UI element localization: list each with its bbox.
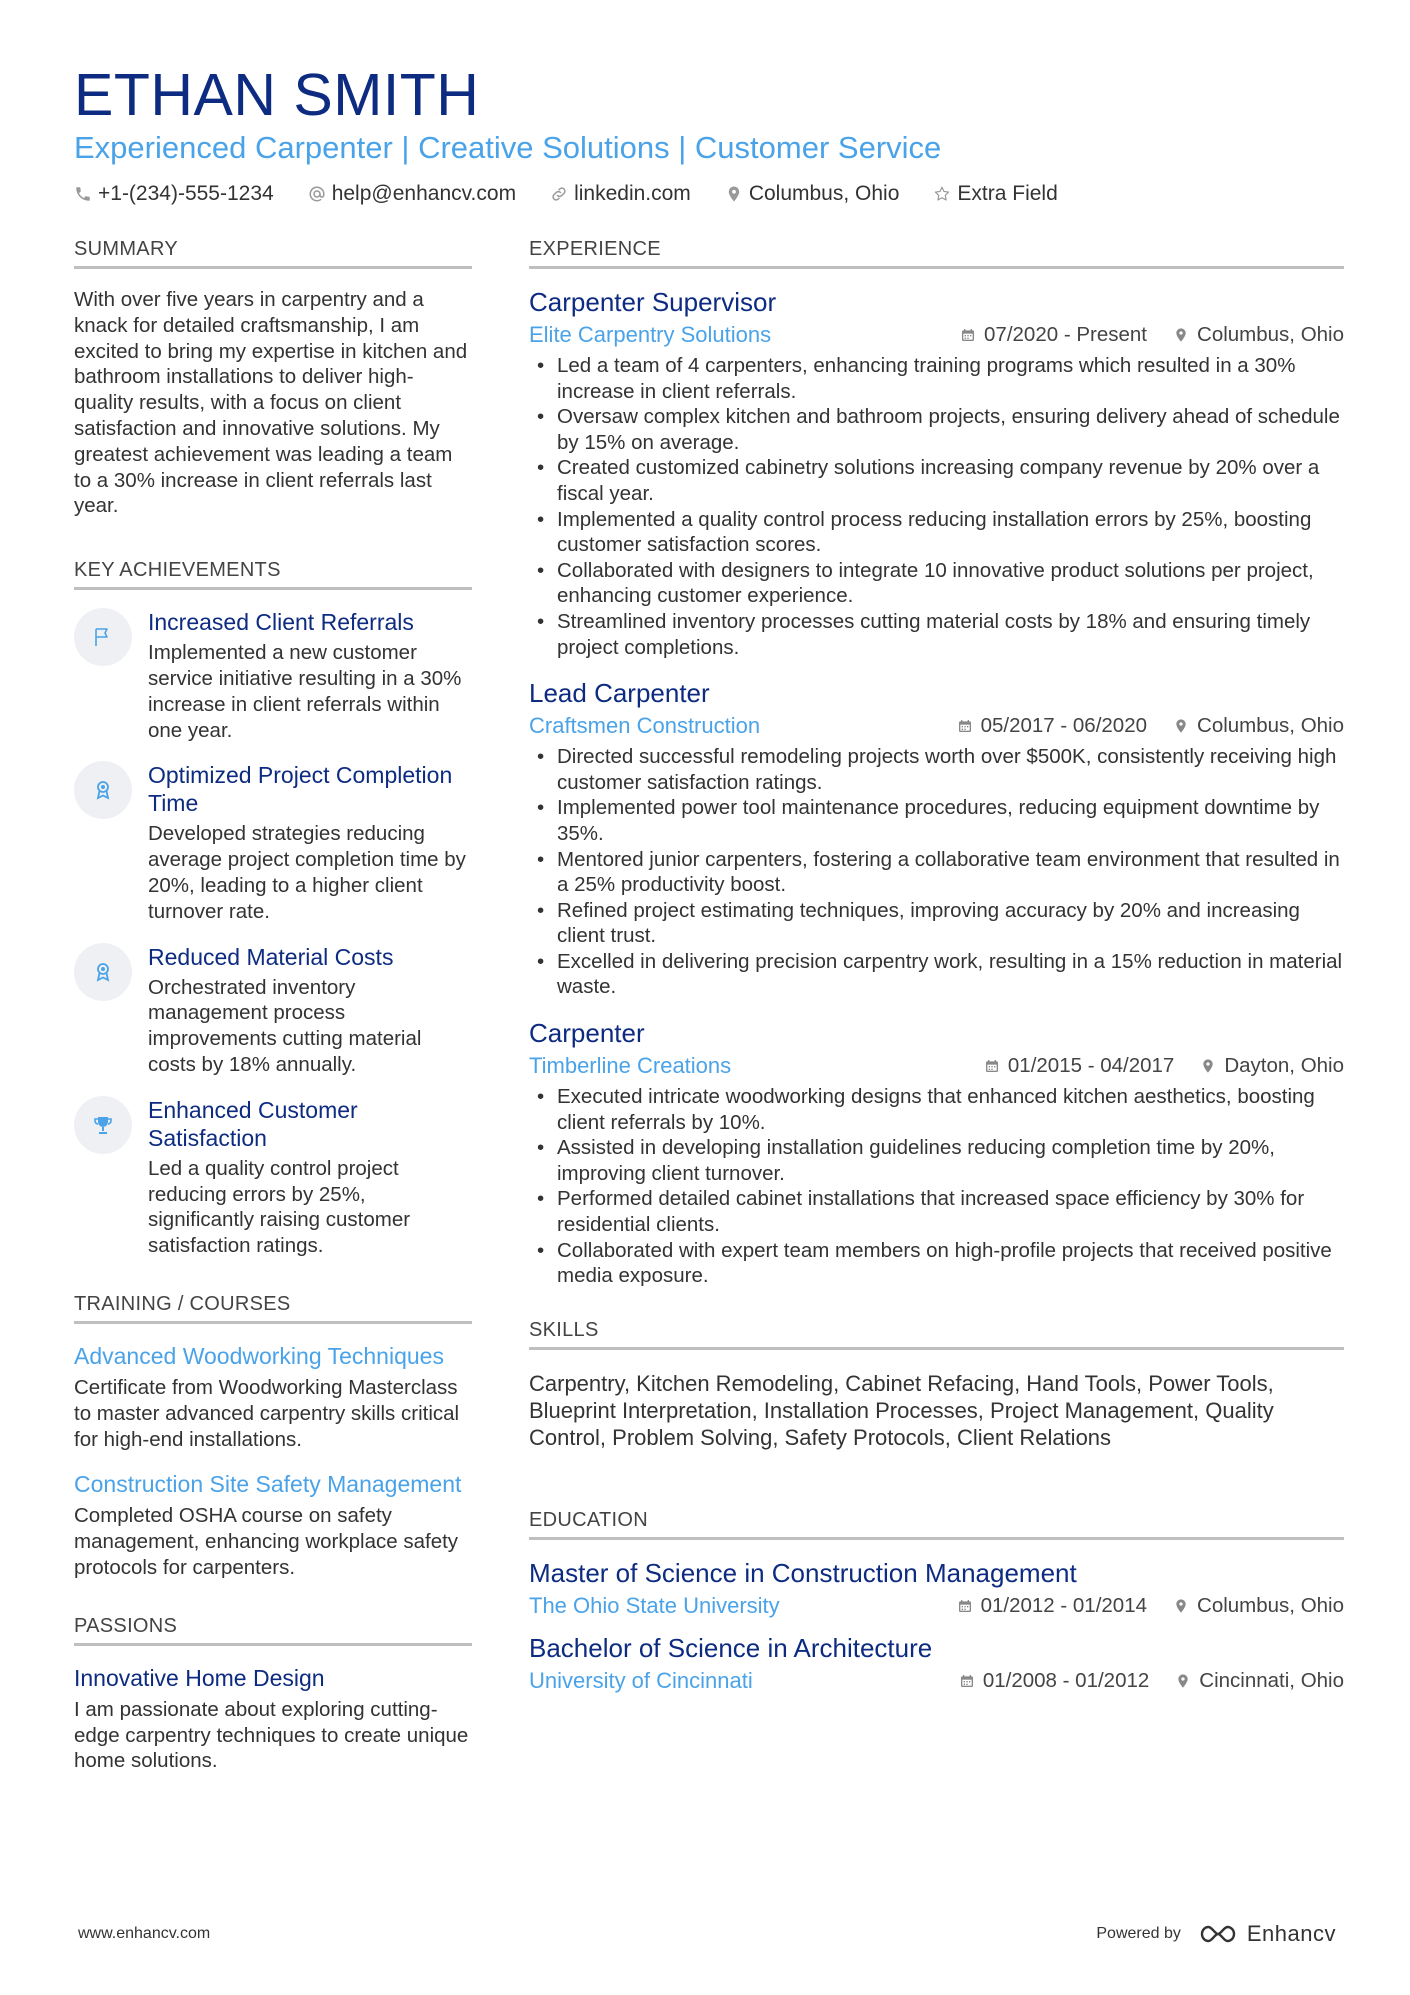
education-entry <box>529 1631 1344 1696</box>
bullet: • Led a team of 4 carpenters, enhancing training programs which resulted in a 30% increase in client referrals. <box>529 353 1344 404</box>
brand-logo[interactable] <box>1199 1921 1336 1947</box>
section-title-summary: SUMMARY <box>74 238 472 269</box>
achievement-icon-wrap <box>74 761 132 819</box>
job-dates <box>960 323 1147 347</box>
degree-title: Bachelor of Science in Architecture <box>529 1632 933 1663</box>
job-title: Lead Carpenter <box>529 678 710 709</box>
link-icon <box>550 185 568 203</box>
powered-by-label: Powered by <box>1096 1925 1181 1942</box>
bullet: • Directed successful remodeling projects worth over $500K, consistently receiving high customer satisfaction ratings. <box>529 744 1344 795</box>
achievement-icon-wrap <box>74 1096 132 1154</box>
bullet: • Implemented power tool maintenance procedures, reducing equipment downtime by 35%. <box>529 795 1344 846</box>
achievement-item <box>74 1096 472 1259</box>
job-bullets <box>529 1084 1344 1289</box>
at-icon <box>308 185 326 203</box>
degree-title: Master of Science in Construction Management <box>529 1557 1077 1588</box>
footer-website[interactable]: www.enhancv.com <box>78 1925 211 1942</box>
bullet: • Implemented a quality control process reducing installation errors by 25%, boosting customer satisfaction scores. <box>529 507 1344 558</box>
skills-section <box>529 1319 1344 1451</box>
phone-icon <box>74 185 92 203</box>
extra-text: Extra Field <box>957 182 1058 205</box>
section-title-passions: PASSIONS <box>74 1615 472 1646</box>
bullet: • Collaborated with designers to integrate 10 innovative product solutions per project, enhancing customer experience. <box>529 558 1344 609</box>
award-icon <box>91 960 115 984</box>
course-desc: Certificate from Woodworking Masterclass to master advanced carpentry skills critical for high-end installations. <box>74 1375 460 1451</box>
achievement-item <box>74 943 472 1078</box>
flag-icon <box>91 625 115 649</box>
edu-dates-text: 01/2008 - 01/2012 <box>982 1668 1150 1692</box>
job-location-text: Columbus, Ohio <box>1197 714 1344 738</box>
education-entry <box>529 1556 1344 1621</box>
bullet: • Mentored junior carpenters, fostering a collaborative team environment that resulted in a 25% productivity boost. <box>529 847 1344 898</box>
location-pin-icon <box>1175 1672 1191 1690</box>
edu-dates <box>959 1669 1149 1693</box>
job-title: Carpenter Supervisor <box>529 287 777 317</box>
brand-name: Enhancv <box>1246 1921 1336 1946</box>
achievement-title: Optimized Project Completion Time <box>148 762 453 817</box>
section-title-education: EDUCATION <box>529 1509 1344 1540</box>
right-column <box>529 238 1344 1696</box>
course-desc: Completed OSHA course on safety management, enhancing workplace safety protocols for carpenters. <box>74 1504 459 1579</box>
section-title-experience: EXPERIENCE <box>529 238 1344 269</box>
bullet: • Created customized cabinetry solutions increasing company revenue by 20% over a fiscal year. <box>529 455 1344 506</box>
school-name: The Ohio State University <box>529 1592 780 1618</box>
location-pin-icon <box>1173 326 1189 344</box>
job-dates-text: 05/2017 - 06/2020 <box>980 714 1148 738</box>
location-pin-icon <box>1200 1057 1216 1075</box>
course-title: Advanced Woodworking Techniques <box>74 1342 444 1369</box>
achievements-section <box>74 559 472 1259</box>
left-column <box>74 238 472 1774</box>
job-title: Carpenter <box>529 1018 645 1049</box>
course-item <box>74 1342 472 1452</box>
calendar-icon <box>984 1057 1000 1075</box>
bullet: • Assisted in developing installation guidelines reducing completion time by 20%, improving client turnover. <box>529 1135 1344 1186</box>
course-title: Construction Site Safety Management <box>74 1471 462 1498</box>
location-pin-icon <box>1173 1597 1189 1615</box>
enhancv-logo-icon <box>1199 1923 1237 1945</box>
job-bullets <box>529 744 1344 1000</box>
award-icon <box>91 778 115 802</box>
company-name: Craftsmen Construction <box>529 713 761 739</box>
section-title-skills: SKILLS <box>529 1319 1344 1350</box>
email-text: help@enhancv.com <box>331 182 517 205</box>
bullet: • Oversaw complex kitchen and bathroom projects, ensuring delivery ahead of schedule by 15% on average. <box>529 404 1344 455</box>
contact-extra <box>933 182 1057 206</box>
calendar-icon <box>959 1672 975 1690</box>
education-section <box>529 1509 1344 1696</box>
job-location-text: Columbus, Ohio <box>1197 323 1344 346</box>
company-name: Timberline Creations <box>529 1053 732 1079</box>
summary-section <box>74 238 472 519</box>
job-bullets <box>529 353 1344 660</box>
achievement-title: Reduced Material Costs <box>148 943 394 970</box>
job-location-text: Dayton, Ohio <box>1224 1054 1344 1078</box>
edu-dates <box>957 1594 1147 1618</box>
passion-title: Innovative Home Design <box>74 1664 325 1691</box>
bullet: • Collaborated with expert team members on high-profile projects that received positive media exposure. <box>529 1238 1344 1289</box>
job-location <box>1173 323 1344 347</box>
achievement-desc: Led a quality control project reducing errors by 25%, significantly raising customer satisfaction ratings. <box>148 1156 411 1258</box>
edu-location-text: Cincinnati, Ohio <box>1199 1668 1344 1692</box>
edu-location-text: Columbus, Ohio <box>1197 1593 1344 1617</box>
achievement-item <box>74 761 472 924</box>
achievement-desc: Orchestrated inventory management process improvements cutting material costs by 18% annually. <box>148 975 422 1076</box>
job-location <box>1200 1054 1344 1078</box>
bullet: • Excelled in delivering precision carpentry work, resulting in a 15% reduction in material waste. <box>529 949 1344 1000</box>
page-footer <box>78 1921 1336 1947</box>
bullet: • Refined project estimating techniques, improving accuracy by 20% and increasing client trust. <box>529 898 1344 949</box>
calendar-icon <box>957 1597 973 1615</box>
job-dates-text: 01/2015 - 04/2017 <box>1007 1054 1175 1078</box>
job-entry <box>529 676 1344 1000</box>
skills-text: Carpentry, Kitchen Remodeling, Cabinet Refacing, Hand Tools, Power Tools, Blueprint Interpretation, Installation Processes, Project Management, Quality Control, Problem Solving, Safety Protocols, Client Relations <box>529 1370 1274 1450</box>
job-entry <box>529 1016 1344 1289</box>
achievement-desc: Implemented a new customer service initiative resulting in a 30% increase in client referrals within one year. <box>148 641 462 742</box>
company-name: Elite Carpentry Solutions <box>529 322 772 347</box>
training-section <box>74 1293 472 1581</box>
edu-dates-text: 01/2012 - 01/2014 <box>980 1593 1148 1617</box>
contact-phone[interactable] <box>74 182 274 206</box>
bullet: • Performed detailed cabinet installations that increased space efficiency by 30% for residential clients. <box>529 1186 1344 1237</box>
achievement-icon-wrap <box>74 608 132 666</box>
experience-section <box>529 238 1344 1289</box>
job-location <box>1173 714 1344 738</box>
achievement-desc: Developed strategies reducing average project completion time by 20%, leading to a higher client turnover rate. <box>148 822 466 923</box>
passion-desc: I am passionate about exploring cutting-edge carpentry techniques to create unique home solutions. <box>74 1697 469 1773</box>
contact-linkedin[interactable] <box>550 182 691 206</box>
star-icon <box>933 185 951 203</box>
achievement-icon-wrap <box>74 943 132 1001</box>
job-dates-text: 07/2020 - Present <box>984 323 1148 346</box>
edu-location <box>1175 1669 1344 1693</box>
phone-text: +1-(234)-555-1234 <box>98 182 274 205</box>
section-title-achievements: KEY ACHIEVEMENTS <box>74 559 472 590</box>
resume-header <box>74 62 1344 206</box>
calendar-icon <box>960 326 976 344</box>
location-text: Columbus, Ohio <box>748 182 900 205</box>
achievement-title: Enhanced Customer Satisfaction <box>148 1096 358 1151</box>
achievement-title: Increased Client Referrals <box>148 609 414 636</box>
summary-text: With over five years in carpentry and a knack for detailed craftsmanship, I am excited to bring my expertise in kitchen and bathroom installations to deliver high-quality results, with a focus on client satisfaction and innovative solutions. My greatest achievement was leading a team to a 30% increase in client referrals last year. <box>74 288 468 518</box>
bullet: • Streamlined inventory processes cutting material costs by 18% and ensuring timely project completions. <box>529 609 1344 660</box>
section-title-training: TRAINING / COURSES <box>74 1293 472 1324</box>
edu-location <box>1173 1594 1344 1618</box>
job-dates <box>984 1054 1174 1078</box>
headline: Experienced Carpenter | Creative Solutions | Customer Service <box>74 130 942 165</box>
contact-email[interactable] <box>308 182 516 206</box>
job-entry <box>529 285 1344 660</box>
location-pin-icon <box>725 185 743 203</box>
bullet: • Executed intricate woodworking designs that enhanced kitchen aesthetics, boosting client referrals by 10%. <box>529 1084 1344 1135</box>
passions-section <box>74 1615 472 1774</box>
course-item <box>74 1470 472 1580</box>
contact-location <box>725 182 900 206</box>
school-name: University of Cincinnati <box>529 1667 753 1693</box>
linkedin-text: linkedin.com <box>574 182 691 205</box>
candidate-name: ETHAN SMITH <box>74 62 480 128</box>
location-pin-icon <box>1173 717 1189 735</box>
achievement-item <box>74 608 472 743</box>
trophy-icon <box>91 1113 115 1137</box>
job-dates <box>957 714 1147 738</box>
calendar-icon <box>957 717 973 735</box>
contact-bar <box>74 182 1344 206</box>
